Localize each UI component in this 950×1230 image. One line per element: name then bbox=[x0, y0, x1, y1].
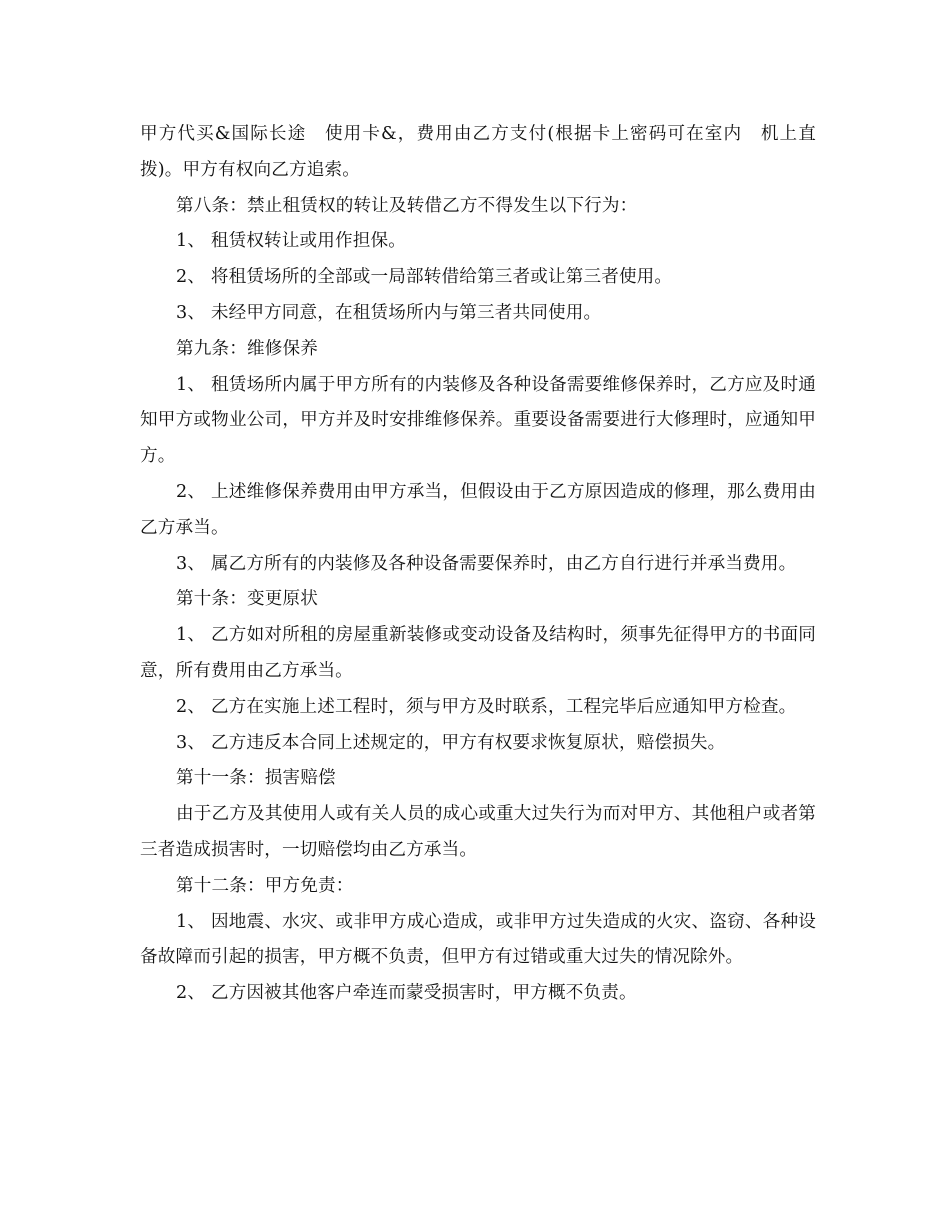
heading-article-9: 第九条：维修保养 bbox=[176, 338, 318, 359]
article-9-item-3: 3、 属乙方所有的内装修及各种设备需要保养时，由乙方自行进行并承当费用。 bbox=[176, 553, 797, 574]
heading-article-11: 第十一条：损害赔偿 bbox=[176, 768, 336, 789]
article-12-item-1: 1、 因地震、水灾、或非甲方成心造成，或非甲方过失造成的火灾、盗窃、各种设备故障而引起的损害，甲方概不负责，但甲方有过错或重大过失的情况除外。 bbox=[140, 911, 816, 968]
article-8-item-2: 2、 将租赁场所的全部或一局部转借给第三者或让第三者使用。 bbox=[176, 267, 673, 288]
article-9-item-1: 1、 租赁场所内属于甲方所有的内装修及各种设备需要维修保养时，乙方应及时通知甲方或物业公司，甲方并及时安排维修保养。重要设备需要进行大修理时，应通知甲方。 bbox=[140, 374, 816, 467]
article-9-item-2: 2、 上述维修保养费用由甲方承当，但假设由于乙方原因造成的修理，那么费用由乙方承当。 bbox=[140, 481, 816, 538]
document-body bbox=[140, 117, 816, 1012]
article-10-item-2: 2、 乙方在实施上述工程时，须与甲方及时联系，工程完毕后应通知甲方检查。 bbox=[176, 696, 797, 717]
article-10-item-1: 1、 乙方如对所租的房屋重新装修或变动设备及结构时，须事先征得甲方的书面同意，所有费用由乙方承当。 bbox=[140, 625, 816, 681]
article-8-item-3: 3、 未经甲方同意，在租赁场所内与第三者共同使用。 bbox=[176, 302, 602, 323]
article-8-item-1: 1、 租赁权转让或用作担保。 bbox=[176, 231, 407, 252]
article-12-item-2: 2、 乙方因被其他客户牵连而蒙受损害时，甲方概不负责。 bbox=[176, 983, 637, 1004]
heading-article-8: 第八条：禁止租赁权的转让及转借乙方不得发生以下行为： bbox=[176, 195, 638, 216]
article-10-item-3: 3、 乙方违反本合同上述规定的，甲方有权要求恢复原状，赔偿损失。 bbox=[176, 732, 726, 753]
article-11-body: 由于乙方及其使用人或有关人员的成心或重大过失行为而对甲方、其他租户或者第三者造成损害时，一切赔偿均由乙方承当。 bbox=[140, 804, 816, 860]
paragraph-phone-card: 甲方代买&国际长途 使用卡&，费用由乙方支付(根据卡上密码可在室内 机上直拨)。甲方有权向乙方追索。 bbox=[140, 124, 816, 180]
heading-article-12: 第十二条：甲方免责： bbox=[176, 875, 354, 896]
heading-article-10: 第十条：变更原状 bbox=[176, 589, 318, 610]
